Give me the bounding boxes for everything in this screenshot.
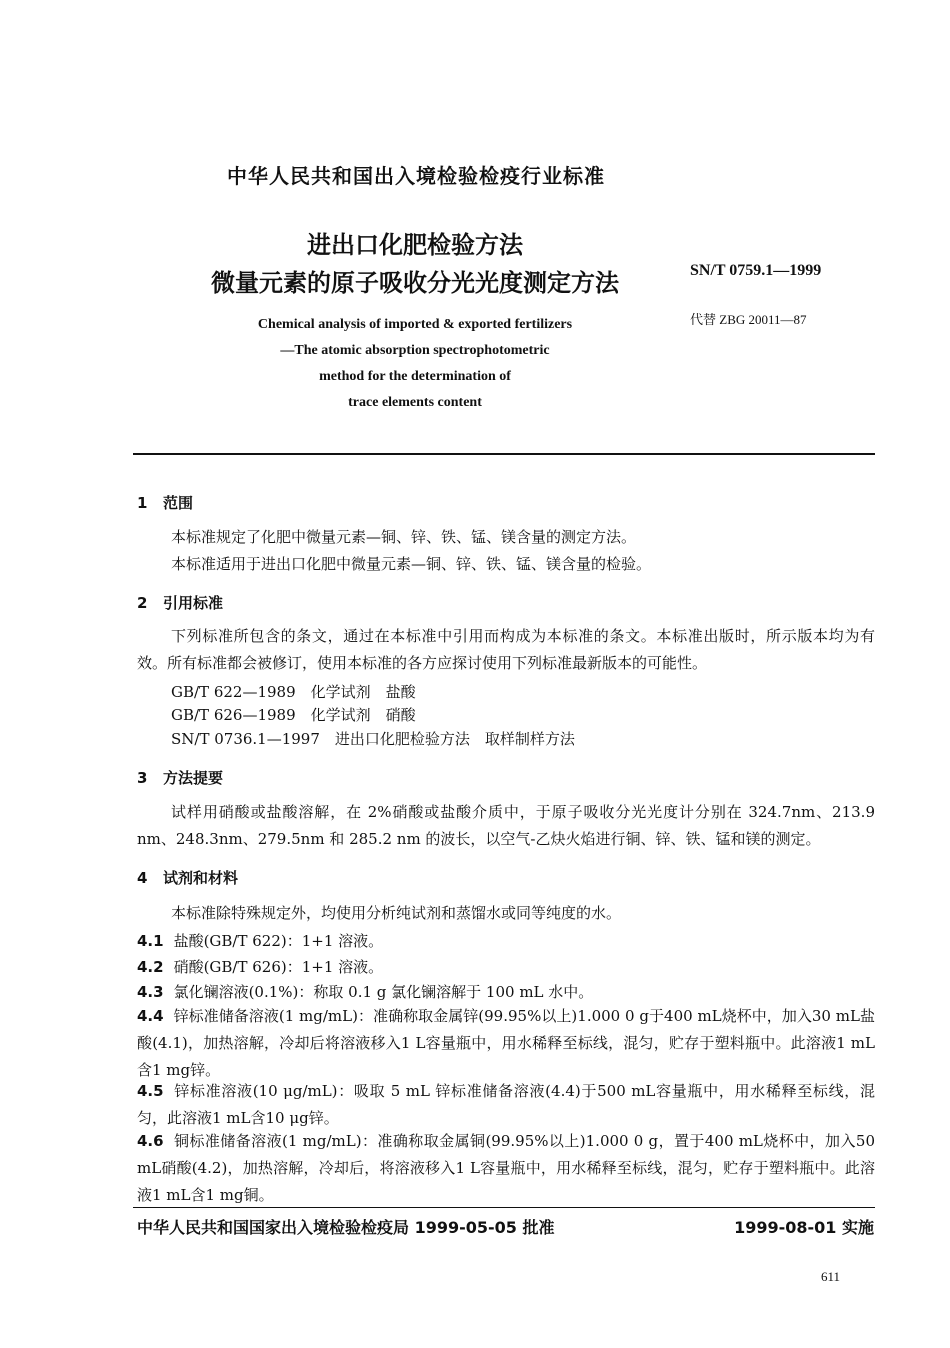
section-4-paragraph-1: 本标准除特殊规定外，均使用分析纯试剂和蒸馏水或同等纯度的水。 <box>171 904 622 922</box>
section-2-paragraph-1: 下列标准所包含的条文，通过在本标准中引用而构成为本标准的条文。本标准出版时，所示版本均为有效。所有标准都会被修订，使用本标准的各方应探讨使用下列标准最新版本的可能性。 <box>137 627 875 672</box>
section-2-title: 引用标准 <box>163 594 224 612</box>
reagent-item <box>137 954 875 981</box>
reagent-item <box>137 1003 875 1084</box>
english-title-line2: —The atomic absorption spectrophotometric <box>280 343 550 358</box>
section-3-number: 3 <box>137 769 148 787</box>
approval-line: 中华人民共和国国家出入境检验检疫局 1999-05-05 批准 <box>137 1218 555 1237</box>
reagent-item-text: 锌标准溶液(10 μg/mL)：吸取 5 mL 锌标准储备溶液(4.4)于500 mL容量瓶中，用水稀释至标线，混匀，此溶液1 mL含10 μg锌。 <box>137 1082 875 1127</box>
document-title-line2: 微量元素的原子吸收分光光度测定方法 <box>211 269 619 297</box>
header-divider <box>133 453 875 455</box>
reagent-item <box>137 1128 875 1209</box>
english-title-line3: method for the determination of <box>319 369 511 384</box>
reagent-item-number: 4.6 <box>137 1132 164 1150</box>
standard-code: SN/T 0759.1—1999 <box>690 262 822 279</box>
section-1-title: 范围 <box>163 494 194 512</box>
reagent-item <box>137 1078 875 1132</box>
reagent-item-number: 4.3 <box>137 983 164 1001</box>
reagent-item-number: 4.1 <box>137 932 164 950</box>
section-1-paragraph-1: 本标准规定了化肥中微量元素—铜、锌、铁、锰、镁含量的测定方法。 <box>171 528 637 546</box>
section-3-title: 方法提要 <box>163 769 224 787</box>
section-1-paragraph-2: 本标准适用于进出口化肥中微量元素—铜、锌、铁、锰、镁含量的检验。 <box>171 555 652 573</box>
reagent-item-text: 氯化镧溶液(0.1%)：称取 0.1 g 氯化镧溶解于 100 mL 水中。 <box>173 983 594 1001</box>
section-4-heading <box>137 867 238 888</box>
reagent-item-text: 锌标准储备溶液(1 mg/mL)：准确称取金属锌(99.95%以上)1.000 0 g于400 mL烧杯中，加入30 mL盐酸(4.1)，加热溶解，冷却后将溶液移入1 L容量瓶中，用水稀释至标线，混匀，贮存于塑料瓶中。此溶液1 mL含1 mg锌。 <box>137 1007 875 1079</box>
english-title <box>200 312 630 416</box>
reference-item: GB/T 626—1989 化学试剂 硝酸 <box>171 706 416 724</box>
footer-divider <box>133 1207 875 1208</box>
reagent-item-text: 硝酸(GB/T 626)：1+1 溶液。 <box>173 958 384 976</box>
replaces-note: 代替 ZBG 20011—87 <box>690 312 807 327</box>
section-1-heading <box>137 492 193 513</box>
reagent-item <box>137 979 875 1006</box>
reagent-item-text: 盐酸(GB/T 622)：1+1 溶液。 <box>173 932 384 950</box>
effective-date: 1999-08-01 实施 <box>734 1218 874 1237</box>
section-2-heading <box>137 592 223 613</box>
reagent-item-number: 4.4 <box>137 1007 164 1025</box>
section-3-heading <box>137 767 223 788</box>
section-2-number: 2 <box>137 594 148 612</box>
page-number: 611 <box>820 1269 840 1284</box>
english-title-line4: trace elements content <box>348 395 482 410</box>
reagent-item-text: 铜标准储备溶液(1 mg/mL)：准确称取金属铜(99.95%以上)1.000 0 g，置于400 mL烧杯中，加入50 mL硝酸(4.2)，加热溶解，冷却后，将溶液移入1 L容量瓶中，用水稀释至标线，混匀，贮存于塑料瓶中。此溶液1 mL含1 mg铜。 <box>137 1132 875 1204</box>
section-4-number: 4 <box>137 869 148 887</box>
reagent-item-number: 4.5 <box>137 1082 164 1100</box>
reagent-item-number: 4.2 <box>137 958 164 976</box>
reagent-item <box>137 928 875 955</box>
english-title-line1: Chemical analysis of imported & exported fertilizers <box>257 317 573 332</box>
document-title-line1: 进出口化肥检验方法 <box>307 231 523 259</box>
section-1-number: 1 <box>137 494 148 512</box>
issuing-organization: 中华人民共和国出入境检验检疫行业标准 <box>227 164 605 188</box>
reference-item: GB/T 622—1989 化学试剂 盐酸 <box>171 683 416 701</box>
section-4-title: 试剂和材料 <box>163 869 239 887</box>
section-3-paragraph-1: 试样用硝酸或盐酸溶解，在 2%硝酸或盐酸介质中，于原子吸收分光光度计分别在 324.7nm、213.9 nm、248.3nm、279.5nm 和 285.2 nm 的波长，以空气-乙炔火焰进行铜、锌、铁、锰和镁的测定。 <box>137 803 875 848</box>
reference-item: SN/T 0736.1—1997 进出口化肥检验方法 取样制样方法 <box>171 730 575 748</box>
